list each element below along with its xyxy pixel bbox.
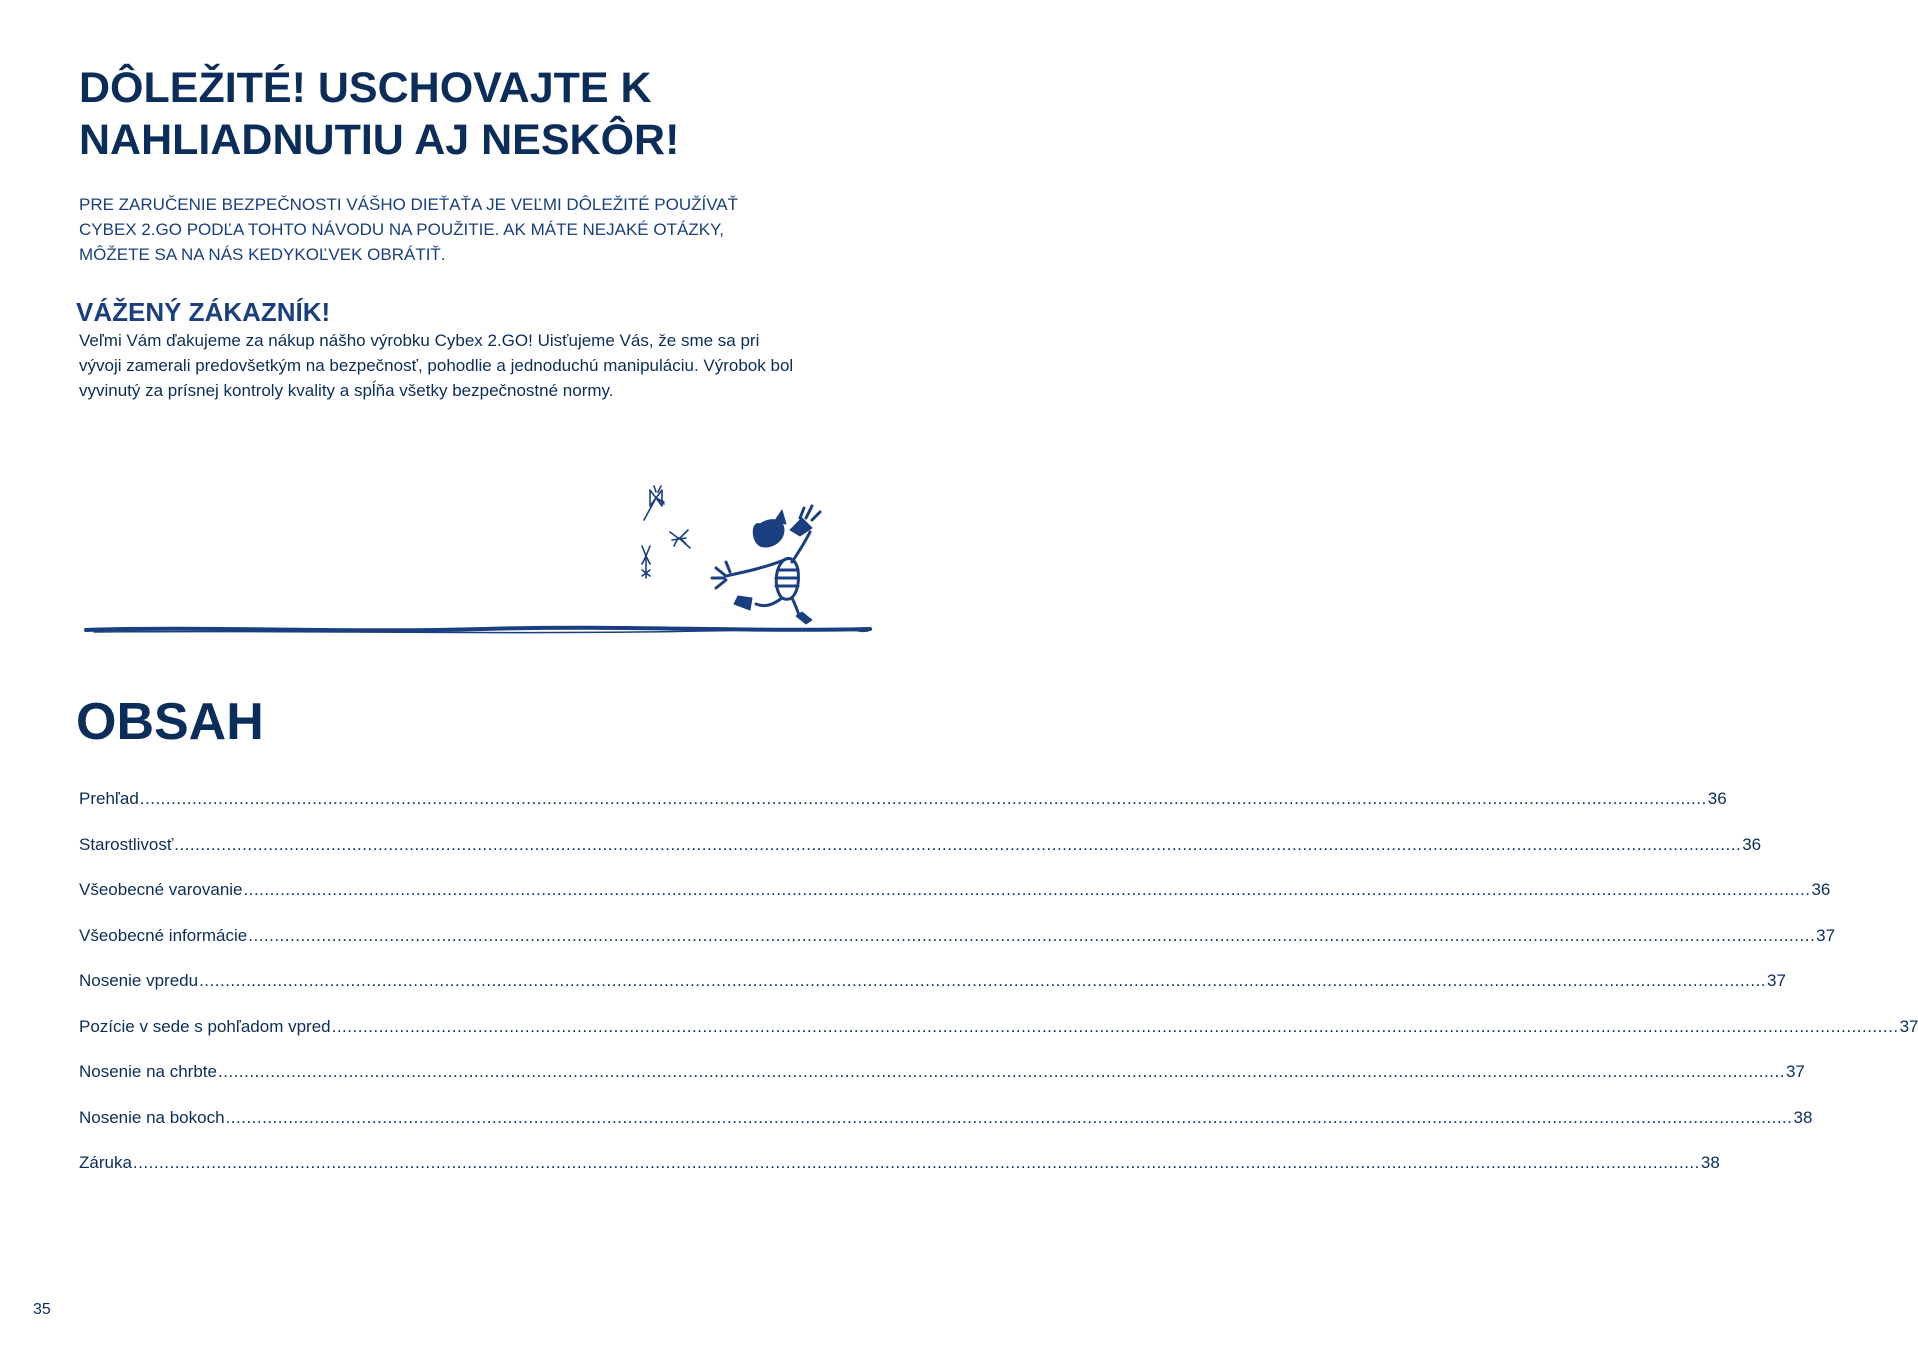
toc-entry[interactable] xyxy=(79,832,1762,878)
page-title-line-2: NAHLIADNUTIU AJ NESKÔR! xyxy=(79,116,680,164)
safety-intro-line-1: PRE ZARUČENIE BEZPEČNOSTI VÁŠHO DIEŤAŤA JE VEĽMI DÔLEŽITÉ POUŽÍVAŤ xyxy=(79,195,739,214)
toc-entry-label: Nosenie na chrbte xyxy=(79,1062,217,1081)
toc-entry[interactable] xyxy=(79,968,1786,1014)
welcome-text-line-1: Veľmi Vám ďakujeme za nákup nášho výrobku Cybex 2.GO! Uisťujeme Vás, že sme sa pri xyxy=(79,331,760,350)
toc-entry-page: 36 xyxy=(1707,789,1727,808)
toc-entry-label: Záruka xyxy=(79,1153,132,1172)
welcome-text xyxy=(79,328,879,403)
toc-entry[interactable] xyxy=(79,877,1831,923)
toc-entry[interactable] xyxy=(79,1150,1720,1196)
toc-entry-label: Všeobecné informácie xyxy=(79,925,248,945)
toc-entry-page: 38 xyxy=(1793,1107,1813,1127)
toc-entry-page: 36 xyxy=(1742,834,1762,854)
customer-greeting: VÁŽENÝ ZÁKAZNÍK! xyxy=(76,297,331,327)
toc-entry-page: 37 xyxy=(1816,925,1836,945)
toc-title: OBSAH xyxy=(76,693,264,751)
page-title-line-1: DÔLEŽITÉ! USCHOVAJTE K xyxy=(79,64,652,112)
toc-leader-dots: ............................................................................................................................................................................................................................................................................................................ xyxy=(199,971,1767,990)
safety-intro-line-3: MÔŽETE SA NA NÁS KEDYKOĽVEK OBRÁTIŤ. xyxy=(79,245,446,264)
toc-leader-dots: ............................................................................................................................................................................................................................................................................................................ xyxy=(139,789,1707,808)
table-of-contents xyxy=(79,786,1918,1196)
page-title xyxy=(79,62,899,166)
butterfly-1 xyxy=(644,486,664,520)
child-chasing-butterflies-drawing xyxy=(84,480,874,640)
welcome-text-line-3: vyvinutý za prísnej kontroly kvality a spĺňa všetky bezpečnostné normy. xyxy=(79,381,614,400)
toc-leader-dots: ............................................................................................................................................................................................................................................................................................................ xyxy=(225,1107,1793,1127)
toc-leader-dots: ............................................................................................................................................................................................................................................................................................................ xyxy=(248,925,1816,945)
toc-leader-dots: ............................................................................................................................................................................................................................................................................................................ xyxy=(217,1062,1785,1081)
butterfly-2 xyxy=(670,530,690,548)
toc-entry-page: 37 xyxy=(1767,971,1786,990)
toc-entry[interactable] xyxy=(79,786,1727,832)
toc-entry-label: Nosenie vpredu xyxy=(79,971,199,990)
welcome-text-line-2: vývoji zamerali predovšetkým na bezpečnosť, pohodlie a jednoduchú manipuláciu. Výrobok bol xyxy=(79,356,794,375)
toc-entry[interactable] xyxy=(79,1105,1813,1151)
safety-intro xyxy=(79,192,899,267)
toc-entry-label: Starostlivosť xyxy=(79,834,174,854)
safety-intro-line-2: CYBEX 2.GO PODĽA TOHTO NÁVODU NA POUŽITIE. AK MÁTE NEJAKÉ OTÁZKY, xyxy=(79,220,724,239)
toc-entry-page: 37 xyxy=(1785,1062,1805,1081)
toc-entry[interactable] xyxy=(79,1014,1918,1060)
butterfly-3 xyxy=(642,546,650,578)
toc-entry-label: Nosenie na bokoch xyxy=(79,1107,225,1127)
child-figure xyxy=(712,506,820,624)
toc-leader-dots: ............................................................................................................................................................................................................................................................................................................ xyxy=(243,880,1811,899)
toc-entry-page: 36 xyxy=(1811,880,1831,899)
toc-entry-label: Pozície v sede s pohľadom vpred xyxy=(79,1016,331,1036)
toc-entry[interactable] xyxy=(79,923,1836,969)
toc-entry[interactable] xyxy=(79,1059,1805,1105)
toc-entry-label: Všeobecné varovanie xyxy=(79,880,243,899)
toc-leader-dots: ............................................................................................................................................................................................................................................................................................................ xyxy=(174,834,1742,854)
toc-entry-page: 38 xyxy=(1700,1153,1720,1172)
toc-entry-page: 37 xyxy=(1899,1016,1918,1036)
toc-leader-dots: ............................................................................................................................................................................................................................................................................................................ xyxy=(132,1153,1700,1172)
toc-entry-label: Prehľad xyxy=(79,789,139,808)
toc-leader-dots: ............................................................................................................................................................................................................................................................................................................ xyxy=(331,1016,1899,1036)
page-number: 35 xyxy=(33,1301,51,1318)
